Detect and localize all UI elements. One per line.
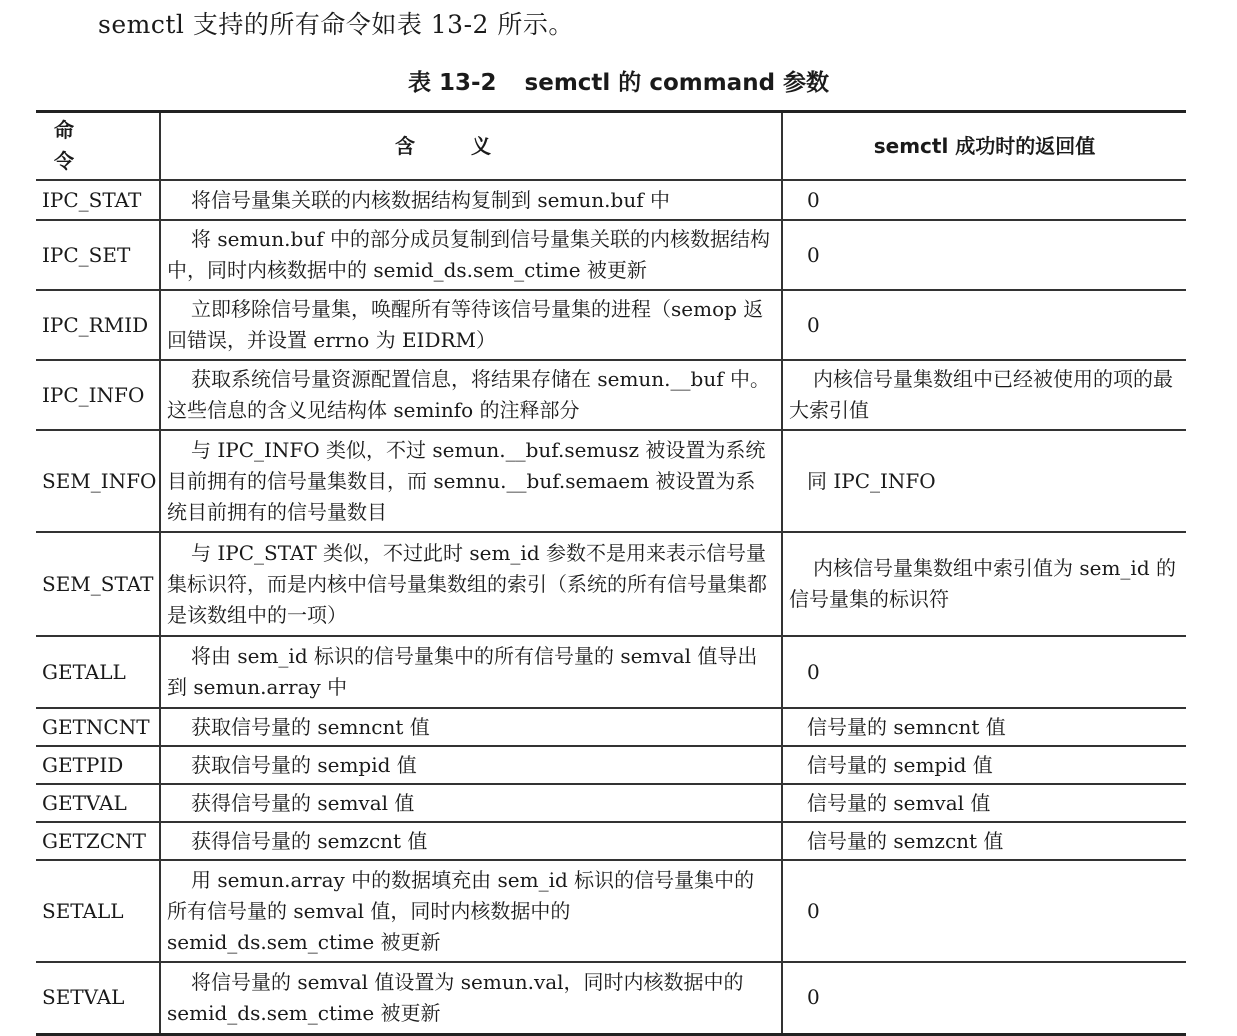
table-row [36, 360, 1186, 430]
cell-return: 0 [782, 220, 1186, 290]
cell-command: SETVAL [36, 962, 160, 1034]
cell-return: 信号量的 semncnt 值 [782, 708, 1186, 746]
cell-command: GETNCNT [36, 708, 160, 746]
cell-meaning: 获得信号量的 semval 值 [160, 784, 782, 822]
table-row [36, 430, 1186, 532]
table-row [36, 220, 1186, 290]
header-command: 命令 [36, 112, 160, 181]
cell-command: GETPID [36, 746, 160, 784]
semctl-command-table [36, 110, 1186, 1036]
cell-command: IPC_SET [36, 220, 160, 290]
table-row [36, 962, 1186, 1034]
cell-meaning: 获得信号量的 semzcnt 值 [160, 822, 782, 860]
cell-command: GETZCNT [36, 822, 160, 860]
cell-command: SETALL [36, 860, 160, 962]
cell-meaning: 获取信号量的 semncnt 值 [160, 708, 782, 746]
cell-command: IPC_INFO [36, 360, 160, 430]
cell-command: GETALL [36, 636, 160, 708]
cell-return: 0 [782, 290, 1186, 360]
table-row [36, 708, 1186, 746]
header-return-value: semctl 成功时的返回值 [782, 112, 1186, 181]
cell-return: 0 [782, 962, 1186, 1034]
table-row [36, 290, 1186, 360]
cell-command: GETVAL [36, 784, 160, 822]
cell-return: 0 [782, 180, 1186, 220]
cell-meaning: 与 IPC_INFO 类似，不过 semun.__buf.semusz 被设置为系统目前拥有的信号量集数目，而 semnu.__buf.semaem 被设置为系统目前拥有的信号量数目 [160, 430, 782, 532]
cell-return: 同 IPC_INFO [782, 430, 1186, 532]
cell-command: SEM_STAT [36, 532, 160, 636]
cell-command: IPC_STAT [36, 180, 160, 220]
table-caption-label: 表 13-2 [407, 70, 497, 96]
cell-meaning: 获取信号量的 sempid 值 [160, 746, 782, 784]
table-row [36, 636, 1186, 708]
cell-meaning: 与 IPC_STAT 类似，不过此时 sem_id 参数不是用来表示信号量集标识符，而是内核中信号量集数组的索引（系统的所有信号量集都是该数组中的一项） [160, 532, 782, 636]
table-header-row [36, 112, 1186, 181]
cell-meaning: 将信号量集关联的内核数据结构复制到 semun.buf 中 [160, 180, 782, 220]
cell-return: 内核信号量集数组中索引值为 sem_id 的信号量集的标识符 [782, 532, 1186, 636]
table-row [36, 822, 1186, 860]
table-row [36, 784, 1186, 822]
cell-meaning: 获取系统信号量资源配置信息，将结果存储在 semun.__buf 中。这些信息的含义见结构体 seminfo 的注释部分 [160, 360, 782, 430]
cell-return: 0 [782, 860, 1186, 962]
cell-meaning: 将由 sem_id 标识的信号量集中的所有信号量的 semval 值导出到 semun.array 中 [160, 636, 782, 708]
cell-meaning: 立即移除信号量集，唤醒所有等待该信号量集的进程（semop 返回错误，并设置 errno 为 EIDRM） [160, 290, 782, 360]
cell-command: SEM_INFO [36, 430, 160, 532]
cell-return: 信号量的 semval 值 [782, 784, 1186, 822]
cell-command: IPC_RMID [36, 290, 160, 360]
table-row [36, 532, 1186, 636]
table-caption [0, 66, 1237, 100]
intro-paragraph: semctl 支持的所有命令如表 13-2 所示。 [98, 10, 574, 39]
table-row [36, 180, 1186, 220]
table-row [36, 746, 1186, 784]
cell-return: 内核信号量集数组中已经被使用的项的最大索引值 [782, 360, 1186, 430]
cell-return: 信号量的 semzcnt 值 [782, 822, 1186, 860]
cell-return: 0 [782, 636, 1186, 708]
table-row [36, 860, 1186, 962]
cell-meaning: 用 semun.array 中的数据填充由 sem_id 标识的信号量集中的所有信号量的 semval 值，同时内核数据中的 semid_ds.sem_ctime 被更新 [160, 860, 782, 962]
cell-meaning: 将信号量的 semval 值设置为 semun.val，同时内核数据中的 semid_ds.sem_ctime 被更新 [160, 962, 782, 1034]
cell-meaning: 将 semun.buf 中的部分成员复制到信号量集关联的内核数据结构中，同时内核数据中的 semid_ds.sem_ctime 被更新 [160, 220, 782, 290]
header-meaning: 含义 [160, 112, 782, 181]
cell-return: 信号量的 sempid 值 [782, 746, 1186, 784]
table-caption-title: semctl 的 command 参数 [524, 70, 830, 96]
